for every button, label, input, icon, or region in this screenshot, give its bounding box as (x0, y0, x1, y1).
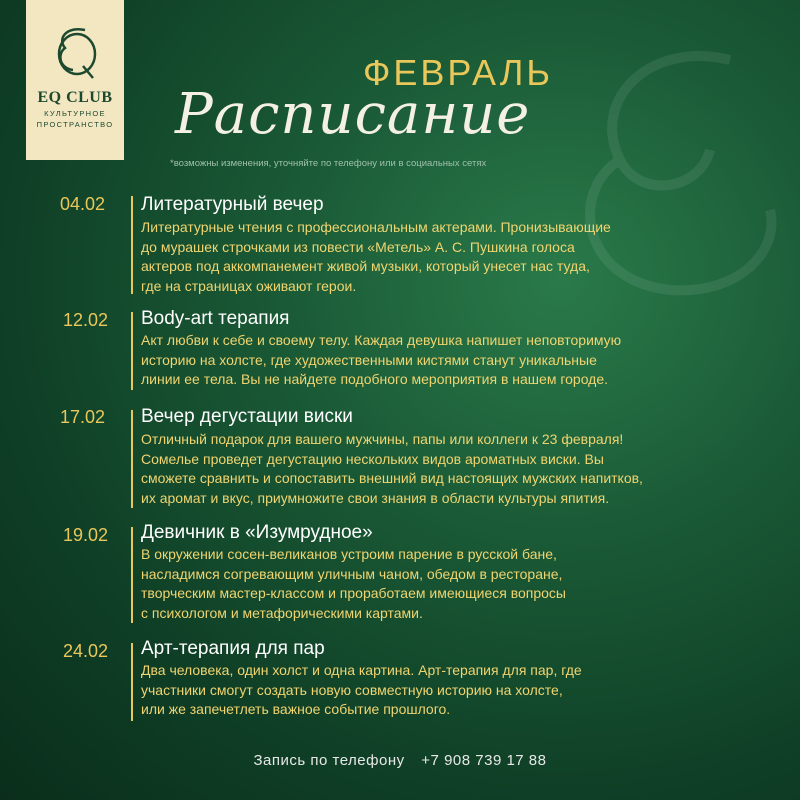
event-description-line: актеров под аккомпанемент живой музыки, который унесет нас туда, (141, 258, 590, 274)
event-description-line: Акт любви к себе и своему телу. Каждая девушка напишет неповторимую (141, 332, 622, 348)
event-date: 04.02 (59, 194, 105, 214)
event-description-line: Два человека, один холст и одна картина. Арт-терапия для пар, где (141, 662, 582, 678)
event-description-line: сможете сравнить и сопоставить внешний вид настоящих мужских напитков, (141, 470, 643, 486)
event-title: Арт-терапия для пар (141, 638, 325, 659)
month-heading: ФЕВРАЛЬ (363, 52, 554, 93)
event-divider (131, 410, 133, 508)
event-date: 12.02 (62, 310, 108, 330)
logo-subtitle-1: КУЛЬТУРНОЕ (44, 109, 106, 118)
booking-label: Запись по телефону (253, 752, 405, 769)
event-description-line: линии ее тела. Вы не найдете подобного мероприятия в нашем городе. (141, 371, 609, 387)
event-divider (131, 643, 133, 721)
event-description-line: где на страницах оживают герои. (141, 277, 357, 294)
event-date: 17.02 (59, 407, 105, 427)
event-description (141, 218, 791, 296)
event-description-line: участники смогут создать новую совместную историю на холсте, (141, 681, 563, 698)
event-description-line: до мурашек строчками из повести «Метель» А. С. Пушкина голоса (141, 238, 575, 255)
event-divider (131, 312, 133, 390)
event-title: Литературный вечер (141, 194, 324, 215)
event-description (141, 545, 791, 623)
event-description (141, 331, 791, 390)
logo-name: EQ CLUB (37, 89, 113, 106)
event-description-line: творческим мастер-классом и проработаем имеющиеся вопросы (141, 585, 566, 601)
logo (26, 0, 124, 160)
event-description (141, 430, 791, 508)
booking-footer (0, 752, 800, 769)
event-title: Вечер дегустации виски (141, 406, 353, 427)
phone-number[interactable]: +7 908 739 17 88 (421, 752, 547, 769)
event-description-line: Сомелье проведет дегустацию нескольких видов ароматных виски. Вы (141, 450, 604, 467)
event-description-line: Отличный подарок для вашего мужчины, папы или коллеги к 23 февраля! (141, 431, 624, 447)
event-date: 19.02 (62, 525, 108, 545)
event-divider (131, 527, 133, 623)
logo-subtitle-2: ПРОСТРАНСТВО (36, 120, 114, 129)
page-title: Расписание (175, 82, 531, 147)
event-description-line: их аромат и вкус, приумножите свои знания в области культуры япития. (141, 489, 610, 506)
event-title: Девичник в «Изумрудное» (141, 522, 373, 543)
event-description-line: или же запечетлеть важное событие прошлого. (141, 701, 451, 717)
event-description-line: насладимся согревающим уличным чаном, обедом в ресторане, (141, 565, 563, 582)
event-divider (131, 196, 133, 294)
event-date: 24.02 (62, 641, 108, 661)
event-description-line: с психологом и метафорическими картами. (141, 604, 423, 621)
event-title: Body-art терапия (141, 308, 290, 329)
disclaimer-note: *возможны изменения, уточняйте по телефону или в социальных сетях (170, 158, 487, 169)
event-description-line: В окружении сосен-великанов устроим парение в русской бане, (141, 546, 557, 562)
event-description-line: Литературные чтения с профессиональным актерами. Пронизывающие (141, 219, 611, 235)
eq-monogram-icon (47, 22, 103, 82)
event-description-line: историю на холсте, где художественными кистями станут уникальные (141, 351, 597, 368)
event-description (141, 661, 791, 720)
